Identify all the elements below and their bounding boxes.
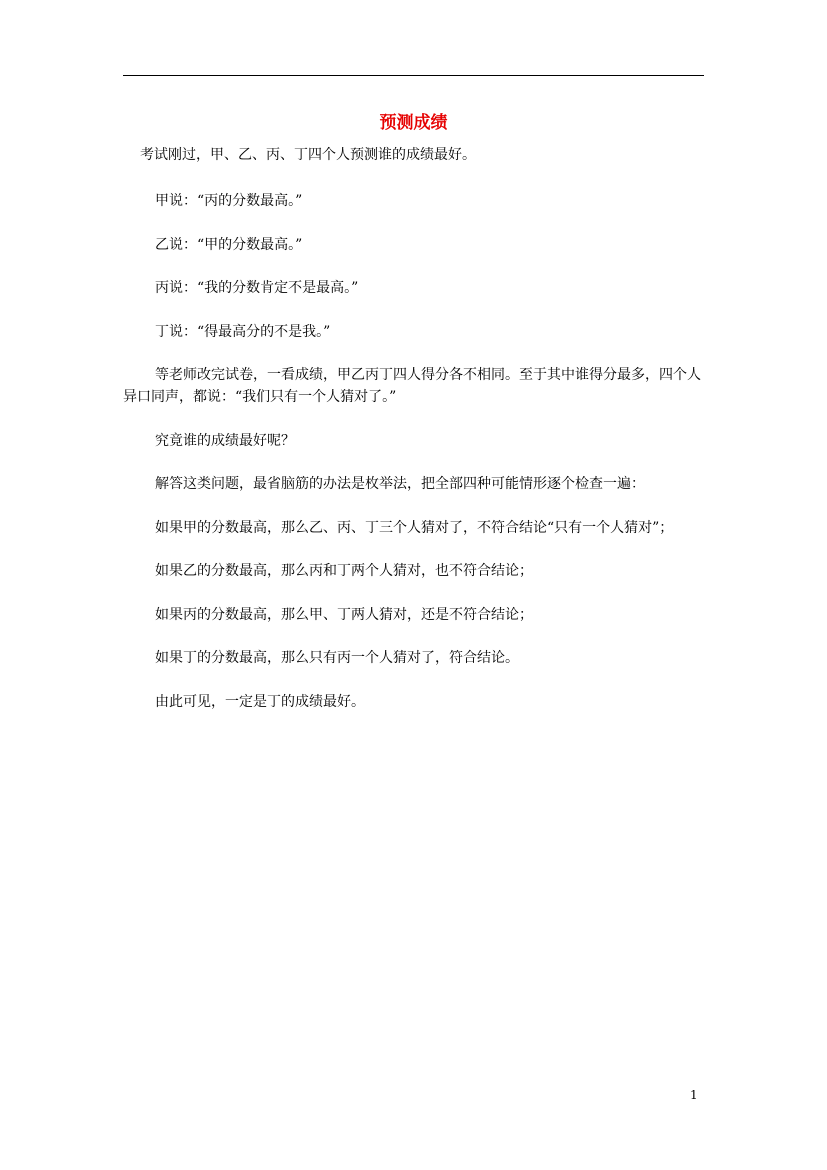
paragraph: 究竟谁的成绩最好呢？	[155, 432, 295, 449]
paragraph: 解答这类问题，最省脑筋的办法是枚举法，把全部四种可能情形逐个检查一遍：	[155, 476, 645, 492]
paragraph: 如果丙的分数最高，那么甲、丁两人猜对，还是不符合结论；	[155, 606, 533, 623]
paragraph: 等老师改完试卷，一看成绩，甲乙丙丁四人得分各不相同。至于其中谁得分最多，四个人异口同声，都说：“我们只有一个人猜对了。”	[123, 367, 701, 405]
paragraph: 乙说：“甲的分数最高。”	[155, 236, 303, 253]
paragraph: 丁说：“得最高分的不是我。”	[155, 323, 331, 340]
page-number: 1	[690, 1088, 698, 1102]
paragraph: 如果乙的分数最高，那么丙和丁两个人猜对，也不符合结论；	[155, 563, 533, 579]
paragraph: 丙说：“我的分数肯定不是最高。”	[155, 280, 359, 296]
paragraph: 如果丁的分数最高，那么只有丙一个人猜对了，符合结论。	[155, 650, 519, 666]
paragraph: 由此可见，一定是丁的成绩最好。	[155, 693, 365, 710]
document-body	[123, 144, 705, 734]
paragraph: 甲说：“丙的分数最高。”	[155, 193, 303, 209]
paragraph: 如果甲的分数最高，那么乙、丙、丁三个人猜对了，不符合结论“只有一个人猜对”；	[155, 519, 674, 536]
header-rule	[123, 75, 704, 76]
document-title: 预测成绩	[379, 113, 448, 133]
paragraph: 考试刚过，甲、乙、丙、丁四个人预测谁的成绩最好。	[140, 147, 476, 163]
